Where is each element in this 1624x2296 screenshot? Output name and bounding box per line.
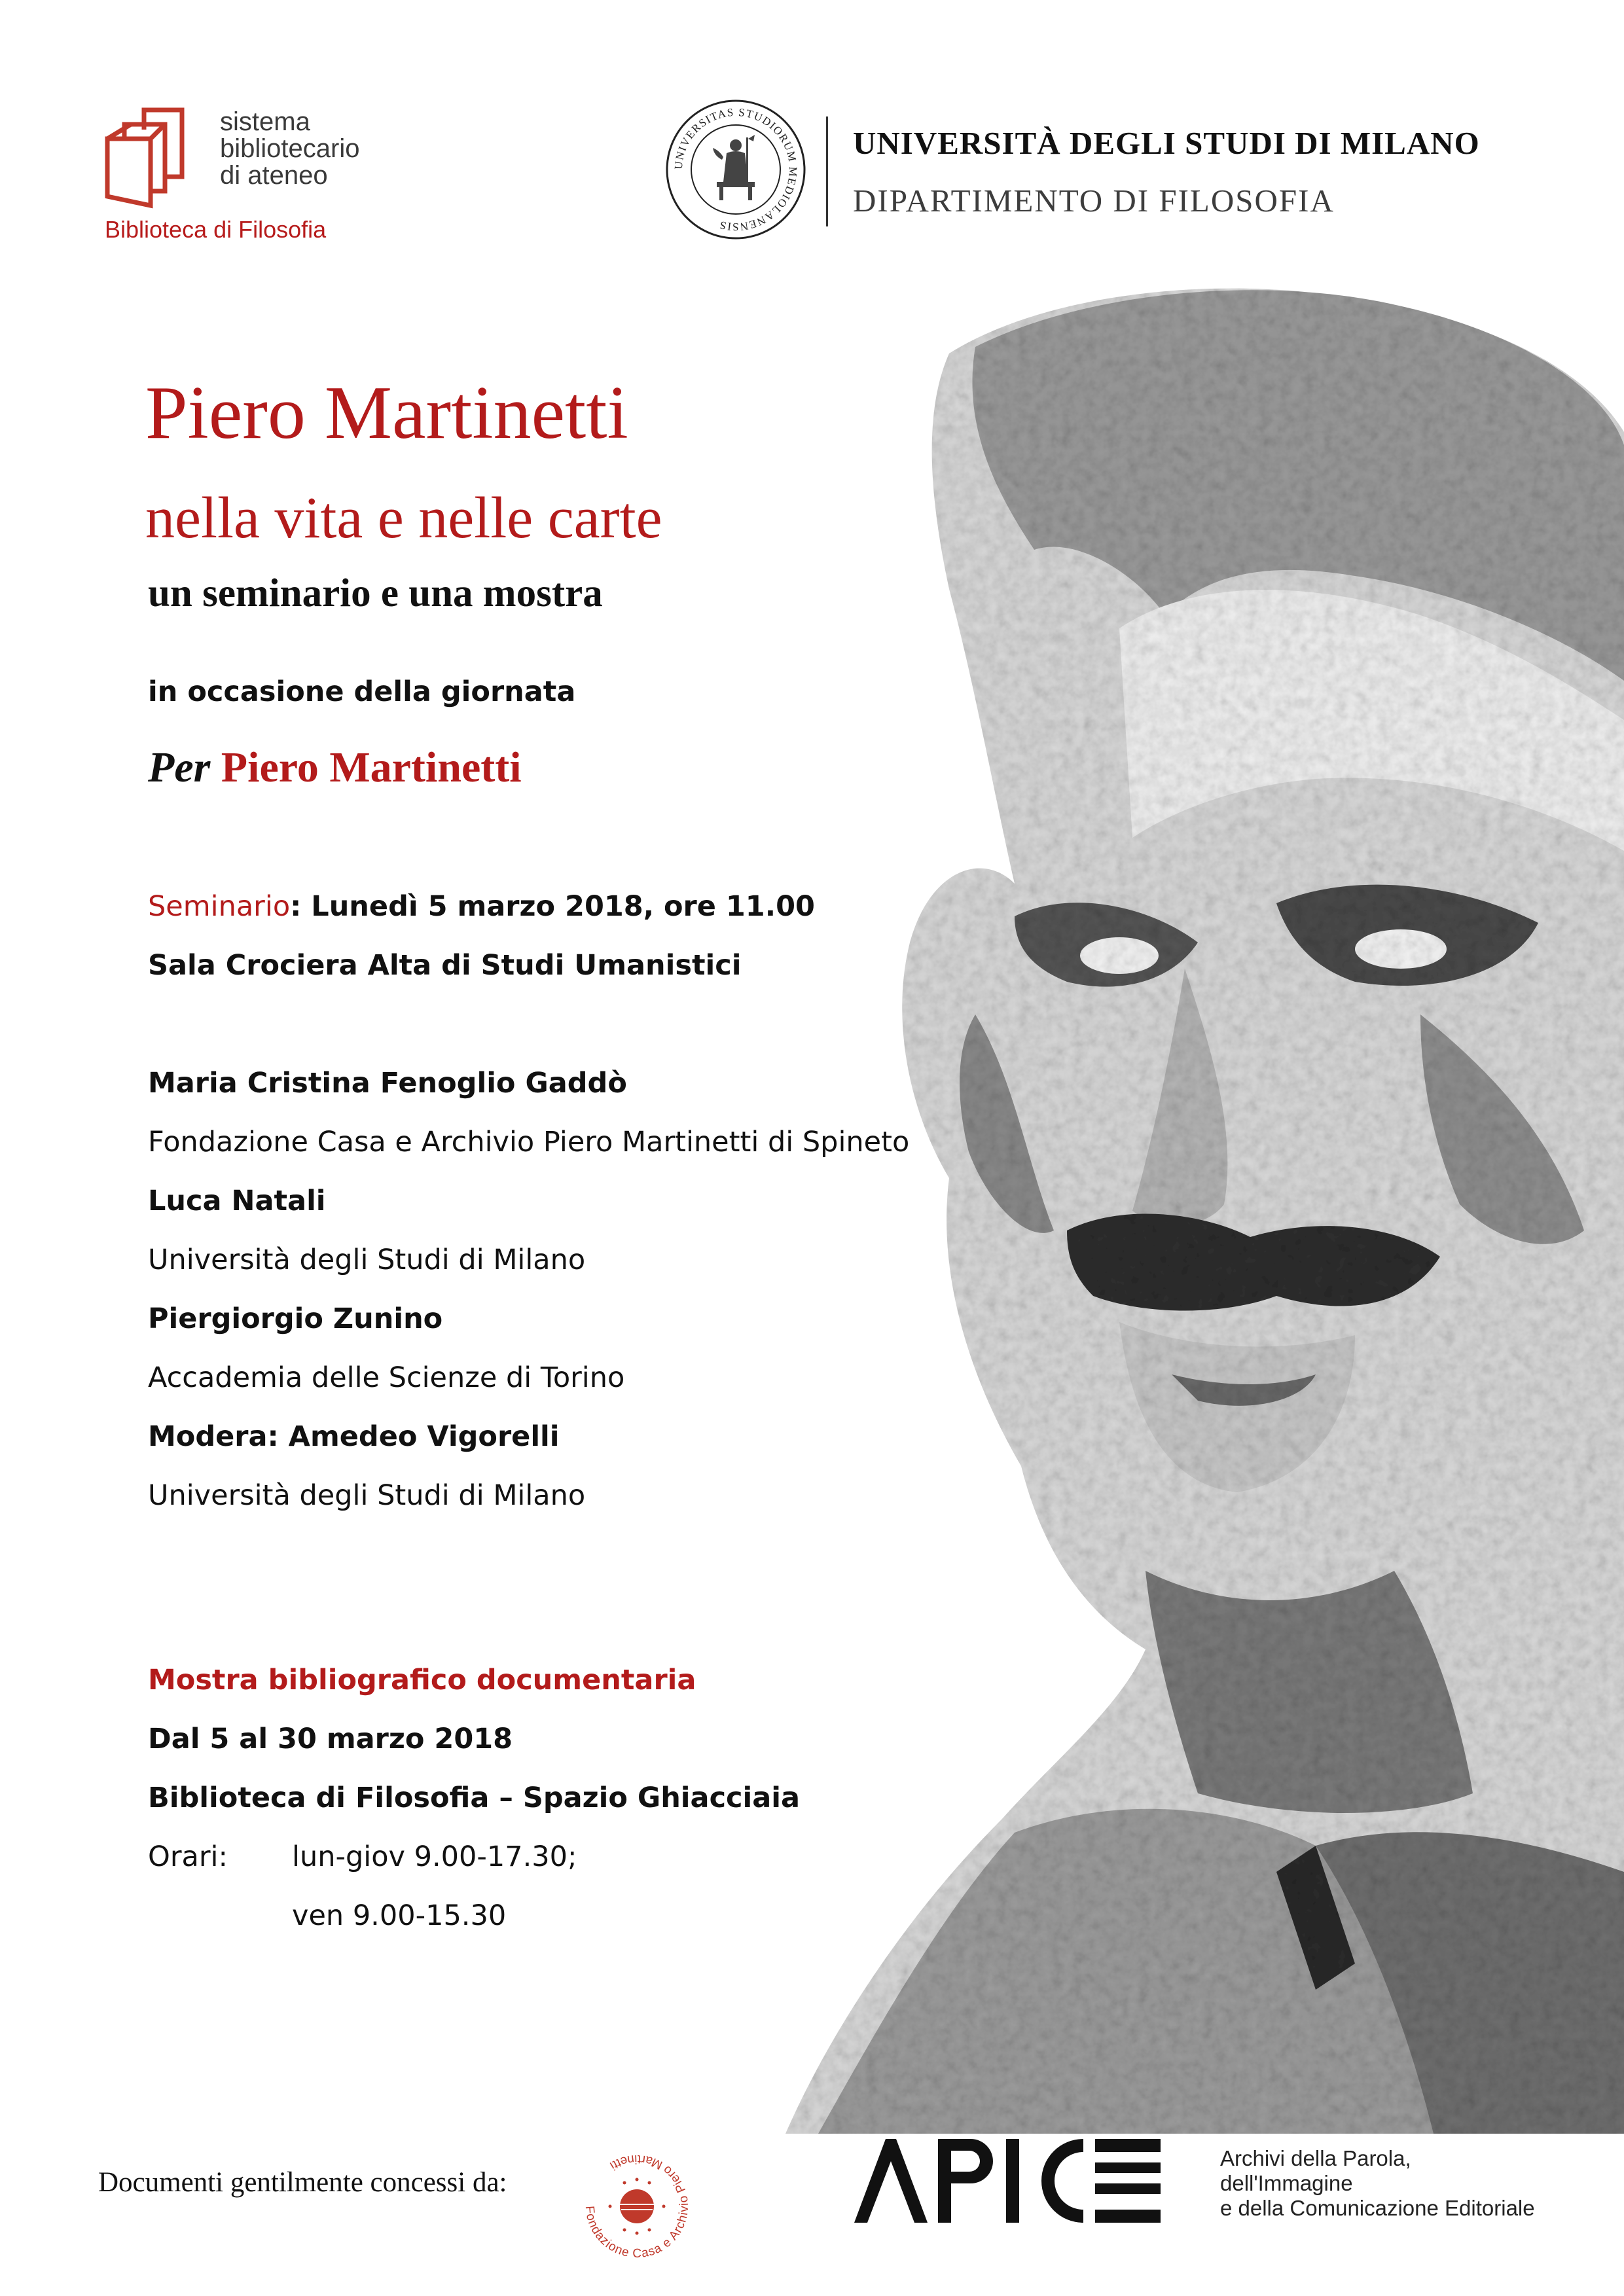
portrait-image: [779, 262, 1624, 2134]
apice-description-line-2: dell'Immagine: [1220, 2171, 1353, 2195]
foundation-logo-icon: [564, 2134, 710, 2279]
university-seal-icon: [664, 98, 807, 241]
department-name: DIPARTIMENTO DI FILOSOFIA: [853, 183, 1335, 219]
svg-text:Fondazione Casa e Archivio Pie: Fondazione Casa e Archivio Piero Martinetti: [582, 2151, 692, 2261]
university-name: UNIVERSITÀ DEGLI STUDI DI MILANO: [853, 125, 1480, 161]
seminar-date-line: [148, 890, 815, 923]
event-title: Piero Martinetti: [145, 371, 628, 455]
hours-weekdays: lun-giov 9.00-17.30;: [292, 1840, 577, 1873]
documents-credit: Documenti gentilmente concessi da:: [98, 2167, 507, 2198]
exhibition-title: Mostra bibliografico documentaria: [148, 1664, 696, 1696]
speaker-name: Piergiorgio Zunino: [148, 1302, 443, 1335]
seminar-venue: Sala Crociera Alta di Studi Umanistici: [148, 949, 742, 982]
hours-friday: ven 9.00-15.30: [292, 1899, 507, 1932]
occasion-person: Piero Martinetti: [221, 744, 522, 791]
hours-label: Orari:: [148, 1840, 228, 1873]
library-subtitle: Biblioteca di Filosofia: [105, 216, 327, 243]
occasion-text: in occasione della giornata: [148, 675, 576, 708]
library-name-line-2: bibliotecario: [220, 134, 360, 163]
library-name-line-3: di ateneo: [220, 161, 328, 190]
occasion-name: [148, 743, 522, 793]
svg-text:UNIVERSITAS STUDIORUM MEDIOLAN: UNIVERSITAS STUDIORUM MEDIOLANENSIS: [672, 105, 800, 234]
event-tagline: un seminario e una mostra: [148, 571, 603, 615]
apice-logo-icon: [854, 2135, 1162, 2227]
occasion-per: Per: [148, 744, 211, 791]
moderator-affiliation: Università degli Studi di Milano: [148, 1479, 586, 1512]
event-subtitle: nella vita e nelle carte: [145, 486, 662, 550]
seminar-date: : Lunedì 5 marzo 2018, ore 11.00: [290, 890, 815, 923]
moderator-name: Modera: Amedeo Vigorelli: [148, 1420, 560, 1453]
header-divider: [826, 117, 828, 226]
speaker-affiliation: Fondazione Casa e Archivio Piero Martinetti di Spineto: [148, 1126, 910, 1158]
apice-description-line-1: Archivi della Parola,: [1220, 2146, 1411, 2170]
speaker-name: Luca Natali: [148, 1185, 326, 1217]
exhibition-place: Biblioteca di Filosofia – Spazio Ghiacciaia: [148, 1782, 801, 1814]
speaker-affiliation: Accademia delle Scienze di Torino: [148, 1361, 625, 1394]
seminar-label: Seminario: [148, 890, 291, 923]
speaker-affiliation: Università degli Studi di Milano: [148, 1244, 586, 1276]
library-logo-icon: [105, 105, 209, 209]
speaker-name: Maria Cristina Fenoglio Gaddò: [148, 1067, 627, 1100]
exhibition-dates: Dal 5 al 30 marzo 2018: [148, 1723, 513, 1755]
apice-description-line-3: e della Comunicazione Editoriale: [1220, 2196, 1535, 2220]
library-name-line-1: sistema: [220, 107, 310, 136]
